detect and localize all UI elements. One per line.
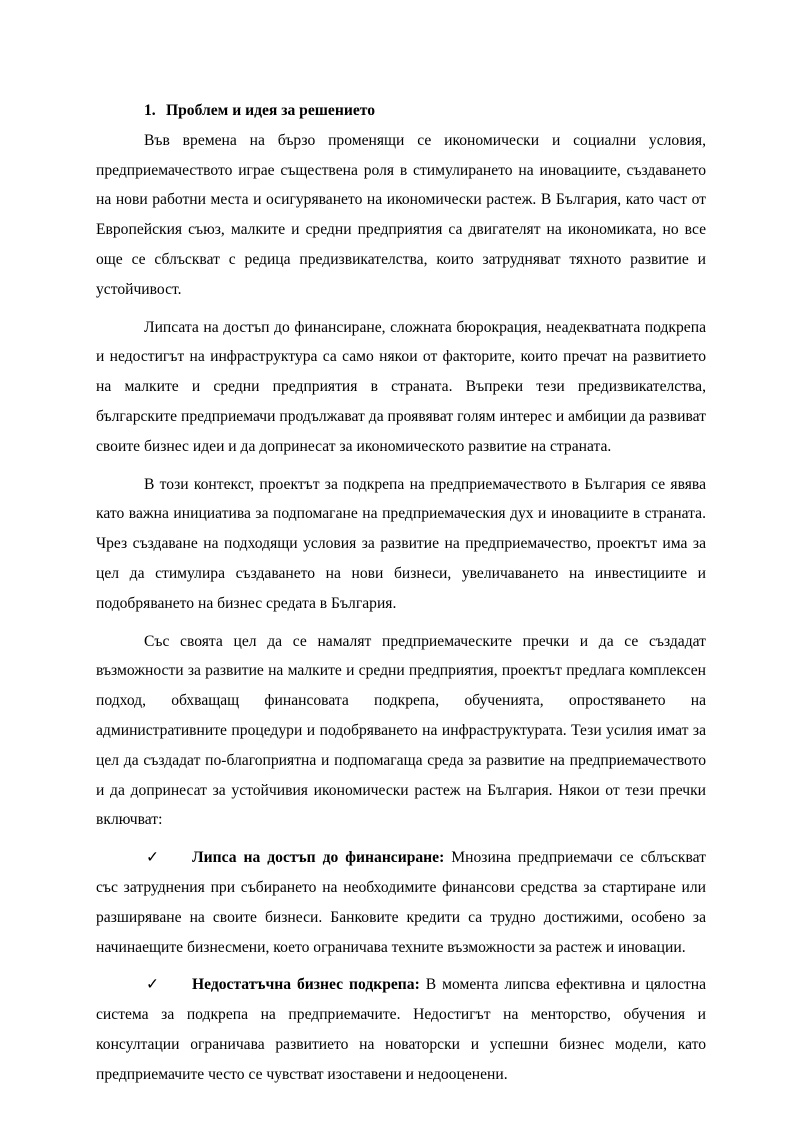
paragraph-4: Със своята цел да се намалят предприемаческите пречки и да се създадат възможности за развитие на малките и средни предприятия, проектът предлага комплексен подход, обхващащ финансовата подкрепа, обученията, опростяването на административните процедури и подобряването на инфраструктурата. Тези усилия имат за цел да създадат по-благоприятна и подпомагаща среда за развитие на предприемачеството и да допринесат за устойчивия икономически растеж на България. Някои от тези пречки включват:: [96, 632, 706, 829]
checkmark-icon: ✓: [146, 976, 160, 994]
section-number: 1.: [144, 102, 156, 119]
document-content: [96, 96, 706, 1090]
bullet-item-business-support: [96, 970, 706, 1089]
section-title: Проблем и идея за решението: [166, 102, 375, 119]
checkmark-icon: ✓: [146, 849, 160, 867]
bullet-text: Мнозина предприемачи се сблъскват със затруднения при събирането на необходимите финансови средства за стартиране или разширяване на своите бизнеси. Банковите кредити са трудно достижими, особено за начинаещите бизнесмени, което ограничава техните възможности за растеж и иновации.: [96, 849, 706, 956]
paragraph-1: Във времена на бързо променящи се икономически и социални условия, предприемачеството играе съществена роля в стимулирането на иновациите, създаването на нови работни места и осигуряването на икономически растеж. В България, като част от Европейския съюз, малките и средни предприятия са двигателят на икономиката, но все още се сблъскват с редица предизвикателства, които затрудняват тяхното развитие и устойчивост.: [96, 131, 706, 298]
bullet-text: В момента липсва ефективна и цялостна система за подкрепа на предприемачите. Недостигът на менторство, обучения и консултации ограничава развитието на новаторски и успешни бизнес модели, като предприемачите често се чувстват изоставени и недооценени.: [96, 976, 706, 1083]
bullet-label: Липса на достъп до финансиране:: [192, 849, 445, 867]
bullet-label: Недостатъчна бизнес подкрепа:: [192, 976, 420, 994]
section-heading: [96, 96, 706, 126]
paragraph-3: В този контекст, проектът за подкрепа на предприемачеството в България се явява като важна инициатива за подпомагане на предприемаческия дух и иновациите в страната. Чрез създаване на подходящи условия за развитие на предприемачество, проектът има за цел да стимулира създаването на нови бизнеси, увеличаването на инвестициите и подобряването на бизнес средата в България.: [96, 475, 706, 612]
bullet-item-financing: [96, 843, 706, 962]
paragraph-2: Липсата на достъп до финансиране, сложната бюрокрация, неадекватната подкрепа и недостигът на инфраструктура са само някои от факторите, които пречат на развитието на малките и средни предприятия в страната. Въпреки тези предизвикателства, българските предприемачи продължават да проявяват голям интерес и амбиции да развиват своите бизнес идеи и да допринесат за икономическото развитие на страната.: [96, 318, 706, 455]
